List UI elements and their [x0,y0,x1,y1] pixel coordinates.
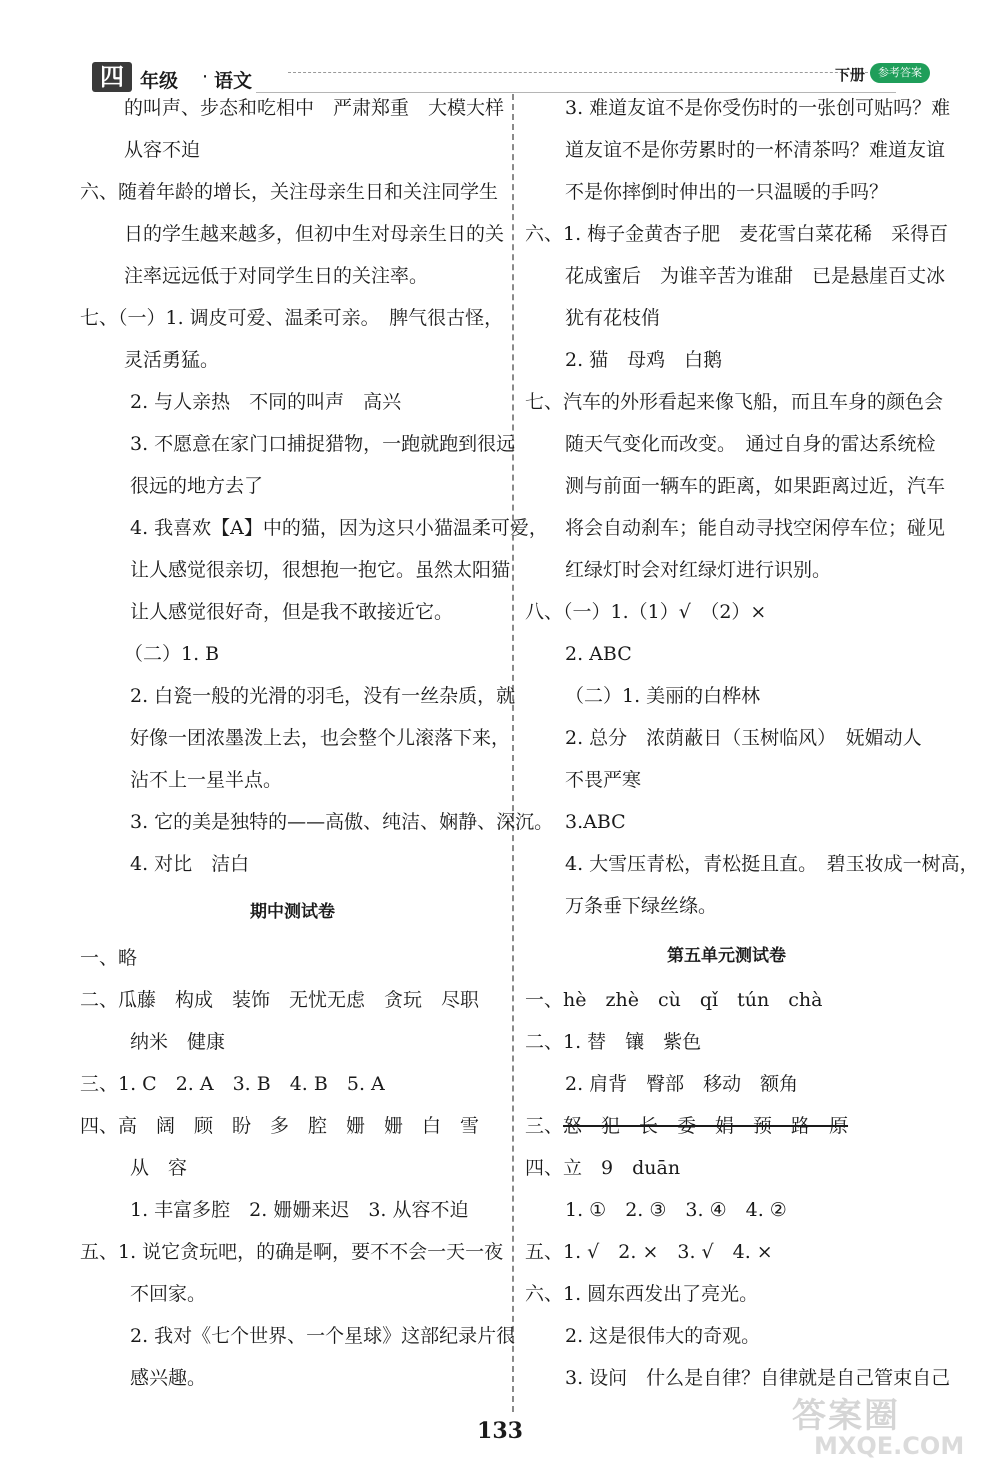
header-rule [288,72,883,73]
answer-line: 沾不上一星半点。 [130,769,283,791]
page-header [78,62,950,98]
column-divider [512,94,514,1412]
page-number: 133 [477,1418,523,1444]
answer-line: 二、瓜藤 构成 装饰 无忧无虑 贪玩 尽职 [80,989,480,1011]
answer-line: 3. 它的美是独特的——高傲、纯洁、娴静、深沉。 [130,811,554,833]
answer-line: 2. 肩背 臀部 移动 额角 [565,1073,799,1095]
item-number: 三、 [525,1115,564,1137]
answer-line: 2. 我对《七个世界、一个星球》这部纪录片很 [130,1325,516,1347]
answer-line: 从 容 [130,1157,188,1179]
answer-line: 3. 不愿意在家门口捕捉猎物，一跑就跑到很远 [130,433,516,455]
answer-line: 七、汽车的外形看起来像飞船，而且车身的颜色会 [525,391,944,413]
answer-line: 五、1. 说它贪玩吧，的确是啊，要不不会一天一夜 [80,1241,504,1263]
answer-line: 1. 丰富多腔 2. 姗姗来迟 3. 从容不迫 [130,1199,469,1221]
answer-line: 2. 猫 母鸡 白鹅 [565,349,723,371]
answer-line: 注率远远低于对同学生日的关注率。 [124,265,429,287]
answer-line: 2. 白瓷一般的光滑的羽毛，没有一丝杂质，就 [130,685,516,707]
answer-line: 花成蜜后 为谁辛苦为谁甜 已是悬崖百丈冰 [565,265,946,287]
grade-badge: 四 [92,62,132,92]
answer-line: 3. 设问 什么是自律？自律就是自己管束自己 [565,1367,951,1389]
answer-line: 4. 大雪压青松，青松挺且直。 碧玉妆成一树高， [565,853,979,875]
grade-label: 年级 [140,70,179,92]
answer-line: 2. 与人亲热 不同的叫声 高兴 [130,391,402,413]
answer-line: 4. 我喜欢【A】中的猫，因为这只小猫温柔可爱， [130,517,548,539]
answer-line: 六、1. 梅子金黄杏子肥 麦花雪白菜花稀 采得百 [525,223,949,245]
answer-line: 3.ABC [565,811,626,833]
answer-line: 不回家。 [130,1283,207,1305]
answer-line: 四、立 9 duān [525,1157,681,1179]
answer-line: 八、（一）1.（1）√ （2）× [525,601,767,623]
answer-line: 六、1. 圆东西发出了亮光。 [525,1283,759,1305]
answer-line: 感兴趣。 [130,1367,207,1389]
header-separator: · [202,66,209,88]
answer-line: 道友谊不是你劳累时的一杯清茶吗？难道友谊 [565,139,946,161]
section-heading: 第五单元测试卷 [667,946,786,966]
answer-line: 七、（一）1. 调皮可爱、温柔可亲。 脾气很古怪， [80,307,504,329]
struck-characters: 怒 犯 长 委 娟 预 路 原 [563,1115,849,1137]
answer-line: 2. 这是很伟大的奇观。 [565,1325,761,1347]
answer-line: 随天气变化而改变。 通过自身的雷达系统检 [565,433,936,455]
answer-line: 的叫声、步态和吃相中 严肃郑重 大模大样 [124,97,505,119]
answer-line: 3. 难道友谊不是你受伤时的一张创可贴吗？难 [565,97,951,119]
answer-line: 五、1. √ 2. × 3. √ 4. × [525,1241,773,1263]
answer-line: 从容不迫 [124,139,201,161]
answer-key-badge: 参考答案 [870,63,930,83]
answer-line: 灵活勇猛。 [124,349,220,371]
answer-line: 让人感觉很好奇，但是我不敢接近它。 [130,601,454,623]
answer-line: 纳米 健康 [130,1031,226,1053]
answer-line: 2. 总分 浓荫蔽日（玉树临风） 妩媚动人 [565,727,922,749]
answer-line: 日的学生越来越多，但初中生对母亲生日的关 [124,223,505,245]
section-heading: 期中测试卷 [250,902,335,922]
subject-label: 语文 [214,70,253,92]
answer-line: 2. ABC [565,643,632,665]
answer-line: 六、随着年龄的增长，关注母亲生日和关注同学生 [80,181,499,203]
answer-line: 很远的地方去了 [130,475,264,497]
answer-line [525,1112,848,1140]
answer-line: 一、hè zhè cù qǐ tún chà [525,989,823,1011]
watermark-logo [792,1388,965,1463]
answer-line: （二）1. 美丽的白桦林 [565,685,761,707]
answer-line: 犹有花枝俏 [565,307,661,329]
answer-line: 四、高 阔 顾 盼 多 腔 姗 姗 白 雪 [80,1115,480,1137]
watermark-url: MXQE.COM [814,1432,965,1460]
answer-line: 万条垂下绿丝绦。 [565,895,718,917]
answer-line: 一、略 [80,947,138,969]
answer-line: 将会自动刹车；能自动寻找空闲停车位；碰见 [565,517,946,539]
answer-line: 不是你摔倒时伸出的一只温暖的手吗？ [565,181,889,203]
answer-line: （二）1. B [124,643,220,665]
answer-line: 红绿灯时会对红绿灯进行识别。 [565,559,832,581]
answer-line: 测与前面一辆车的距离，如果距离过近，汽车 [565,475,946,497]
answer-line: 4. 对比 洁白 [130,853,250,875]
answer-line: 好像一团浓墨泼上去，也会整个儿滚落下来， [130,727,511,749]
answer-line: 1. ① 2. ③ 3. ④ 4. ② [565,1199,787,1221]
volume-label: 下册 [835,66,866,84]
answer-line: 二、1. 替 镶 紫色 [525,1031,702,1053]
answer-line: 三、1. C 2. A 3. B 4. B 5. A [80,1073,385,1095]
answer-line: 让人感觉很亲切，很想抱一抱它。虽然太阳猫 [130,559,511,581]
watermark-text: 答案圈 [792,1396,900,1436]
header-underline [256,92,896,93]
answer-line: 不畏严寒 [565,769,642,791]
